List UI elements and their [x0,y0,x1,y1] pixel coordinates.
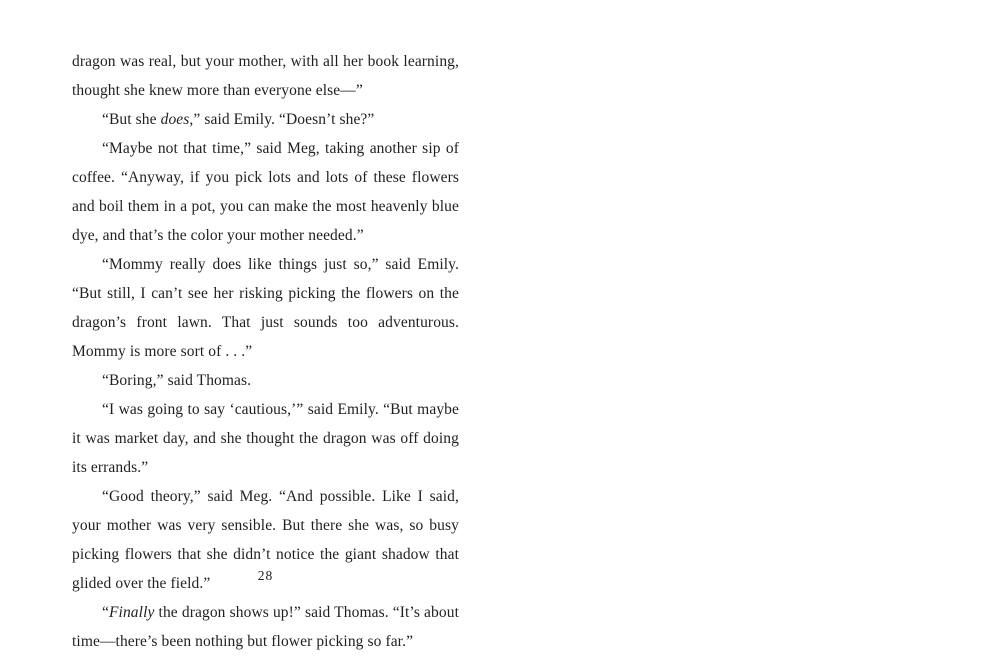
text-segment: the dragon shows up!” said Thomas. “It’s about time—there’s been nothing but flower picking so far.” [72,604,459,650]
text-segment: “Maybe not that time,” said Meg, taking another sip of coffee. “Anyway, if you pick lots and lots of these flowers and boil them in a pot, you can make the most heavenly blue dye, and that’s the color your mother needed.” [72,140,459,244]
text-segment: “Mommy really does like things just so,” said Emily. “But still, I can’t see her risking picking the flowers on the dragon’s front lawn. That just sounds too adventurous. Mommy is more sort of . . .” [72,256,459,360]
paragraph [72,395,459,482]
text-segment: “I was going to say ‘cautious,’” said Emily. “But maybe it was market day, and she thought the dragon was off doing its errands.” [72,401,459,476]
text-segment: “Boring,” said Thomas. [102,372,252,389]
paragraph [72,134,459,250]
right-page [500,0,1000,667]
paragraph [72,47,459,105]
paragraph [72,366,459,395]
text-segment: “ [102,604,109,621]
text-segment: “Good theory,” said Meg. “And possible. Like I said, your mother was very sensible. But there she was, so busy picking flowers that she didn’t notice the giant shadow that glided over the field.” [72,488,459,592]
text-segment: does [160,111,190,128]
page-number: 28 [257,568,274,583]
paragraph [72,250,459,366]
paragraph [72,598,459,656]
text-segment: ,” said Emily. “Doesn’t she?” [189,111,375,128]
text-segment: dragon was real, but your mother, with all her book learning, thought she knew more than everyone else—” [72,53,459,99]
text-segment: Finally [108,604,155,621]
paragraph [72,105,459,134]
text-segment: “But she [102,111,161,128]
text-column [72,47,459,656]
